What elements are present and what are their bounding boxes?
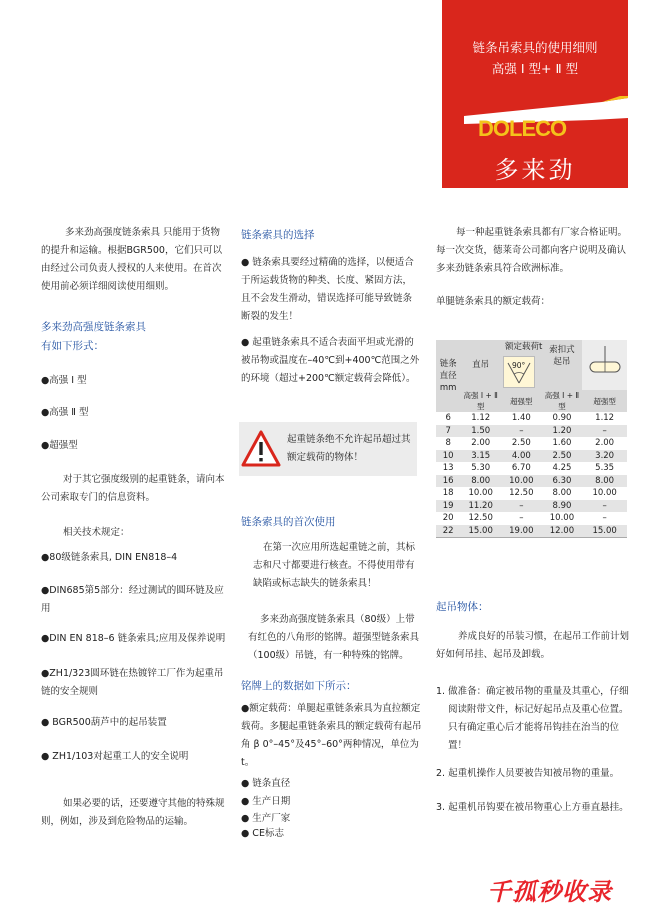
- cell: 2.00: [460, 437, 501, 450]
- cell: 11.20: [460, 500, 501, 513]
- cell: 2.50: [542, 450, 583, 463]
- plate-text: 多来劲高强度链条索具（80级）上带有红色的八角形的铭牌。超强型链条索具（100级）吊链，有一种特殊的铭牌。: [248, 614, 420, 661]
- cell: 1.20: [542, 425, 583, 438]
- diameter-header-line: 直径: [439, 371, 457, 381]
- table-row: [436, 462, 627, 475]
- form-item: ●超强型: [41, 440, 78, 451]
- brand-name-cn: 多来劲: [494, 156, 576, 184]
- cell: 1.60: [542, 437, 583, 450]
- warning-icon: [241, 429, 281, 469]
- choke-diagram: [582, 340, 627, 390]
- cell: 7: [436, 425, 460, 438]
- cell: 4.25: [542, 462, 583, 475]
- standards-heading: 相关技术规定：: [63, 527, 130, 538]
- straight-header: 直吊: [460, 340, 501, 390]
- cell: 18: [436, 487, 460, 500]
- choke-header-line: 起吊: [553, 357, 571, 367]
- table-title: 单腿链条索具的额定载荷：: [436, 296, 551, 307]
- cell: 19.00: [501, 525, 542, 538]
- standard-item: ● BGR500葫芦中的起吊装置: [41, 717, 167, 728]
- intro-text: 多来劲高强度链条索具 只能用于货物的提升和运输。根据BGR500，它们只可以由经过公司负责人授权的人来使用。在首次使用前必须详细阅读使用细则。: [41, 227, 222, 292]
- selection-heading: 链条索具的选择: [241, 229, 315, 241]
- step-item: 1. 做准备：确定被吊物的重量及其重心，仔细阅读附带文件，标记好起吊点及重心位置。只有确定重心后才能将吊钩挂在治当的位置！: [436, 686, 629, 751]
- load-table: [436, 340, 627, 538]
- cell: 16: [436, 475, 460, 488]
- nameplate-heading: 铭牌上的数据如下所示：: [241, 680, 357, 692]
- cell: –: [582, 512, 627, 525]
- cell: 22: [436, 525, 460, 538]
- cell: 6.30: [542, 475, 583, 488]
- cell: 1.12: [582, 412, 627, 425]
- cell: 12.50: [501, 487, 542, 500]
- cell: 6.70: [501, 462, 542, 475]
- cell: 10.00: [582, 487, 627, 500]
- cell: 10.00: [542, 512, 583, 525]
- watermark-text: 千孤秒收录: [487, 878, 612, 906]
- cell: 20: [436, 512, 460, 525]
- header-subtitle: 高强 Ⅰ 型+ Ⅱ 型: [491, 61, 579, 76]
- form-item: ●高强 Ⅱ 型: [41, 407, 89, 418]
- table-row: [436, 450, 627, 463]
- choke-hitch-icon: [586, 344, 624, 384]
- step-item: 3. 起重机吊钩要在被吊物重心上方垂直悬挂。: [436, 802, 629, 813]
- table-row: [436, 475, 627, 488]
- nameplate-item: ● 链条直径: [241, 778, 291, 789]
- diameter-header-line: 链条: [439, 359, 457, 369]
- certificate-text: 每一种起重链条索具都有厂家合格证明。每一次交货，德莱奇公司都向客户说明及确认多来劲链条索具符合欧洲标准。: [436, 227, 628, 274]
- rated-load-header: [501, 340, 542, 390]
- cell: –: [582, 500, 627, 513]
- form-item: ●高强 Ⅰ 型: [41, 375, 87, 386]
- cell: –: [501, 500, 542, 513]
- closing-text: 如果必要的话，还要遵守其他的特殊规则，例如，涉及到危险物品的运输。: [41, 798, 225, 827]
- cell: –: [501, 425, 542, 438]
- cell: 15.00: [460, 525, 501, 538]
- habit-text: 养成良好的吊装习惯，在起吊工作前计划好如何吊挂、起吊及卸载。: [436, 631, 630, 660]
- other-grades-text: 对于其它强度级别的起重链条，请向本公司索取专门的信息资料。: [41, 474, 225, 503]
- standard-item: ●80级链条索具, DIN EN818–4: [41, 552, 178, 563]
- cell: 8: [436, 437, 460, 450]
- cell: 8.00: [582, 475, 627, 488]
- cell: 10.00: [501, 475, 542, 488]
- cell: 10.00: [460, 487, 501, 500]
- cell: 12.50: [460, 512, 501, 525]
- cell: –: [501, 512, 542, 525]
- warning-box: [239, 422, 417, 476]
- table-row: [436, 437, 627, 450]
- table-row: [436, 487, 627, 500]
- table-row: [436, 412, 627, 425]
- standard-item: ● ZH1/103对起重工人的安全说明: [41, 751, 189, 762]
- nameplate-item: ● 生产日期: [241, 796, 291, 807]
- cell: 5.30: [460, 462, 501, 475]
- selection-bullet: ● 链条索具要经过精确的选择，以便适合于所运载货物的种类、长度、紧固方法，且不会发生滑动，错误选择可能导致链条断裂的发生！: [241, 257, 414, 322]
- brand-header: [442, 0, 628, 188]
- step-item: 2. 起重机操作人员要被告知被吊物的重量。: [436, 768, 620, 779]
- table-row: [436, 525, 627, 538]
- table-row: [436, 425, 627, 438]
- cell: 0.90: [542, 412, 583, 425]
- cell: 19: [436, 500, 460, 513]
- standard-item: ●DIN EN 818–6 链条索具;应用及保养说明: [41, 633, 226, 644]
- diameter-header: [436, 340, 460, 412]
- cell: 1.12: [460, 412, 501, 425]
- cell: 1.40: [501, 412, 542, 425]
- cell: 5.35: [582, 462, 627, 475]
- cell: 8.00: [460, 475, 501, 488]
- grade-header: 超强型: [501, 390, 542, 412]
- warning-text: 起重链条绝不允许起吊超过其额定载荷的物体！: [287, 434, 411, 463]
- cell: 13: [436, 462, 460, 475]
- cell: 10: [436, 450, 460, 463]
- cell: 2.50: [501, 437, 542, 450]
- cell: –: [582, 425, 627, 438]
- cell: 8.00: [542, 487, 583, 500]
- grade-header: 高强 Ⅰ + Ⅱ 型: [460, 390, 501, 412]
- forms-heading-1: 多来劲高强度链条索具: [41, 321, 146, 333]
- diameter-header-line: mm: [439, 383, 457, 393]
- cell: 3.15: [460, 450, 501, 463]
- cell: 2.00: [582, 437, 627, 450]
- rated-load-text: ●额定载荷：单腿起重链条索具为直拉额定载荷。多腿起重链条索具的额定载荷有起吊角 β 0°–45°及45°–60°两种情况，单位为t。: [241, 703, 422, 768]
- cell: 3.20: [582, 450, 627, 463]
- nameplate-item: ● 生产厂家: [241, 813, 291, 824]
- standard-item: ●ZH1/323圆环链在热镀锌工厂作为起重吊链的安全规则: [41, 668, 224, 697]
- grade-header: 超强型: [582, 390, 627, 412]
- angle-label: 90°: [512, 361, 526, 370]
- cell: 8.90: [542, 500, 583, 513]
- choke-header-line: 索扣式: [549, 345, 575, 355]
- rated-load-label: 额定载荷t: [505, 342, 543, 352]
- cell: 4.00: [501, 450, 542, 463]
- cell: 12.00: [542, 525, 583, 538]
- nameplate-item: ● CE标志: [241, 828, 284, 839]
- cell: 6: [436, 412, 460, 425]
- header-title: 链条吊索具的使用细则: [472, 40, 598, 55]
- cell: 1.50: [460, 425, 501, 438]
- table-row: [436, 512, 627, 525]
- table-row: [436, 500, 627, 513]
- selection-bullet: ● 起重链条索具不适合表面平坦或光滑的被吊物或温度在–40℃到+400℃范围之外的环境（超过+200℃额定载荷会降低）。: [241, 337, 420, 384]
- logo-text: DOLECO: [478, 116, 567, 141]
- first-use-heading: 链条索具的首次使用: [241, 516, 336, 528]
- standard-item: ●DIN685第5部分：经过测试的圆环链及应用: [41, 585, 224, 614]
- angle-diagram: [503, 356, 535, 388]
- choke-header: [542, 340, 583, 390]
- lifting-heading: 起吊物体：: [436, 601, 489, 613]
- first-use-text: 在第一次应用所选起重链之前，其标志和尺寸都要进行核查。不得使用带有缺陷或标志缺失的链条索具！: [253, 542, 416, 589]
- forms-heading-2: 有如下形式：: [41, 340, 104, 352]
- cell: 15.00: [582, 525, 627, 538]
- grade-header: 高强 Ⅰ + Ⅱ 型: [542, 390, 583, 412]
